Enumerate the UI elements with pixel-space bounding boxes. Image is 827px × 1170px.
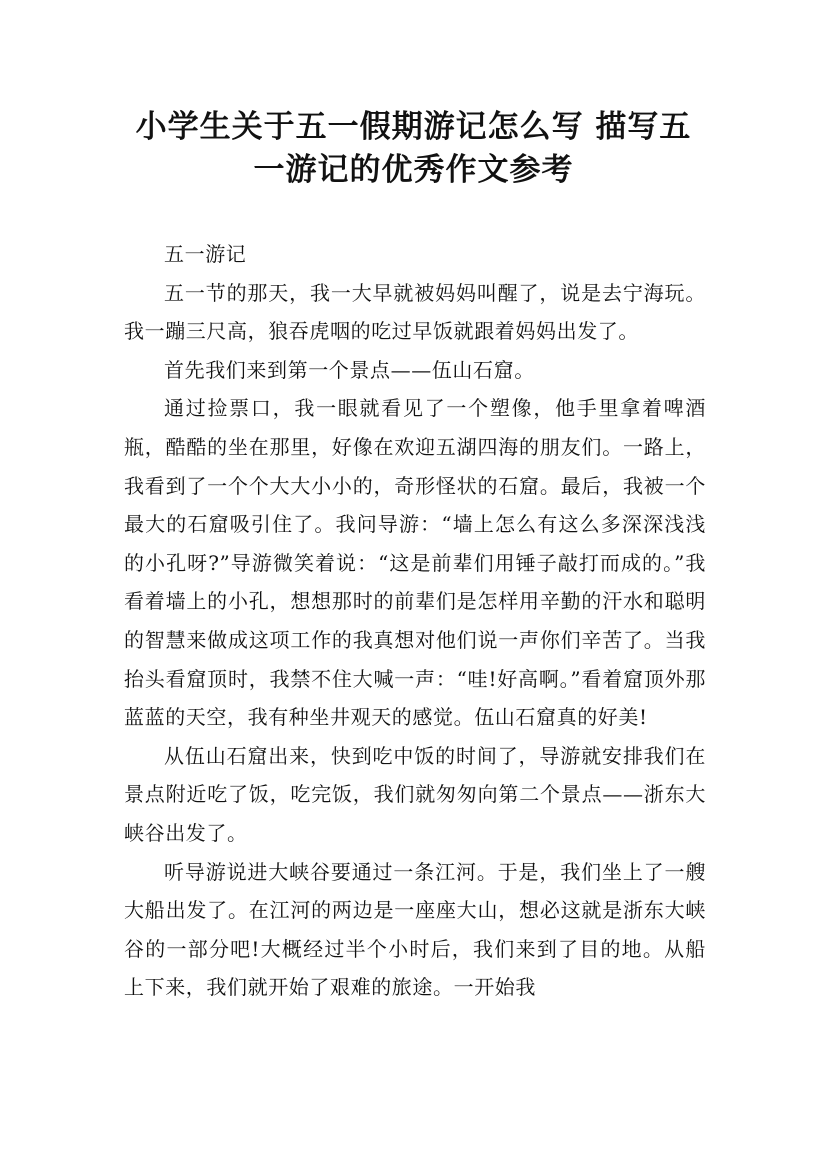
paragraph: 五一节的那天，我一大早就被妈妈叫醒了，说是去宁海玩。我一蹦三尺高，狼吞虎咽的吃过早饭就跟着妈妈出发了。 [124, 280, 706, 344]
document-body [124, 235, 706, 1007]
document-title: 小学生关于五一假期游记怎么写 描写五一游记的优秀作文参考 [135, 109, 692, 188]
paragraph: 首先我们来到第一个景点——伍山石窟。 [164, 357, 535, 382]
paragraph-heading: 五一游记 [164, 242, 247, 266]
paragraph: 通过捡票口，我一眼就看见了一个塑像，他手里拿着啤酒瓶，酷酷的坐在那里，好像在欢迎五湖四海的朋友们。一路上，我看到了一个个大大小小的，奇形怪状的石窟。最后，我被一个最大的石窟吸引住了。我问导游：“墙上怎么有这么多深深浅浅的小孔呀?”导游微笑着说：“这是前辈们用锤子敲打而成的。”我看着墙上的小孔，想想那时的前辈们是怎样用辛勤的汗水和聪明的智慧来做成这项工作的我真想对他们说一声你们辛苦了。当我抬头看窟顶时，我禁不住大喊一声：“哇!好高啊。”看着窟顶外那蓝蓝的天空，我有种坐井观天的感觉。伍山石窟真的好美! [124, 396, 706, 730]
paragraph: 从伍山石窟出来，快到吃中饭的时间了，导游就安排我们在景点附近吃了饭，吃完饭，我们就匆匆向第二个景点——浙东大峡谷出发了。 [124, 743, 706, 845]
paragraph: 听导游说进大峡谷要通过一条江河。于是，我们坐上了一艘大船出发了。在江河的两边是一座座大山，想必这就是浙东大峡谷的一部分吧!大概经过半个小时后，我们来到了目的地。从船上下来，我们就开始了艰难的旅途。一开始我 [124, 859, 706, 1000]
